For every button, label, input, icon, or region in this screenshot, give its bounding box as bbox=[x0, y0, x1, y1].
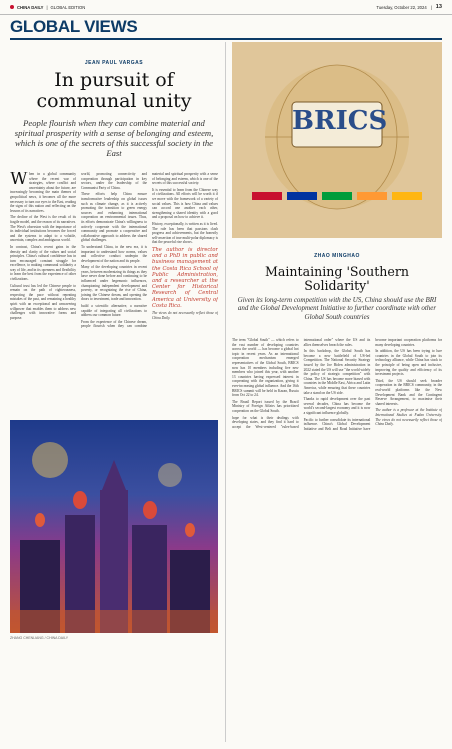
article1-paragraph: Many of the developing countries in recent years, between modernizing its things as they have never done before and continuing to be influenced under hegemonic influences, championing independent development and poverty, or recognizing the rise of China, joining the Chinese dream, and opening the doors to investment, trade and innovation. bbox=[81, 265, 147, 302]
disclaimer: The views do not necessarily reflect those of China Daily. bbox=[152, 310, 218, 320]
article1-paragraph: In contrast, China's recent gains in the density and clarity of the values and social principles. China's cultural confidence has in turn encouraged constant struggle for excellence, to making communal solidarity a way of life, and in its openness and flexibility to learn the best from the experience of other civilizations. bbox=[10, 244, 76, 282]
section-rule bbox=[10, 38, 442, 40]
section-title: GLOBAL VIEWS bbox=[10, 17, 138, 36]
page-separator: | bbox=[430, 4, 432, 10]
brics-globe-image bbox=[232, 42, 442, 238]
brics-illustration-text: BRICS bbox=[292, 106, 388, 136]
article1-paragraph: It is essential to learn from the Chinese way of civilizations. All efforts will be worth it if we move with the framework of a variety of social values. This is how China and values can accord one another each other, strengthening a shared identity with a good and a proposal on how to achieve it. bbox=[152, 187, 218, 220]
article1-illustration bbox=[10, 420, 218, 633]
edition-separator: | bbox=[46, 4, 48, 10]
article1-paragraph: world, promoting connectivity and cooperation through participation in key sectors, under the leadership of the Communist Party of China. bbox=[81, 172, 147, 190]
dropcap: W bbox=[10, 172, 28, 189]
article2-headline: Maintaining 'Southern Solidarity' bbox=[265, 264, 409, 293]
masthead-bar bbox=[0, 0, 452, 15]
article1-paragraph: These efforts help China ensure transformative leadership on global issues such as climate change, as it is actively promoting the transition to green energy sources and enhancing international cooperation on environmental issues. Thus, its efforts demonstrate China's willingness to actively cooperate with the international community and promote a cooperative and collaborative approach to address the shared global challenges. bbox=[81, 192, 147, 243]
article1-deck: People flourish when they can combine material and spiritual prosperity with a sense of belonging and esteem, which is one of the secrets of this successful society in the East bbox=[14, 118, 214, 158]
article1-paragraph: The decline of the West is the result of its fragile model, and the reason of its narratives. The West's obsession with the importance of its individual institutions becomes the forced and the systems to adapt to a volatile, uncertain, complex and ambiguous world. bbox=[10, 215, 76, 243]
article1-paragraph: From the experience of the Chinese dream, people flourish when they can combine material and spiritual prosperity with a sense of belonging and esteem, which is one of the secrets of this successful society. bbox=[81, 172, 218, 329]
article1-paragraph: build a scientific alternative, a narrative capable of integrating all civilizations to address our common future. bbox=[81, 304, 147, 318]
article2-byline: ZHAO MINGHAO bbox=[314, 253, 360, 259]
article2-paragraph: hope for what is their dealings with developing states, and they find it hard to accept the West-centered "rules-based international order" where the US and its allies themselves breach the rules. bbox=[232, 338, 371, 429]
article1-paragraph: When in a global community where the recent war of strategies, where conflict and uncertainty about the future, are increasingly becoming the main themes of geopolitical news, it becomes all the more necessary to turn our eyes to the East, reading the signs of this nation and reflecting on the lessons of its narratives. bbox=[10, 172, 76, 213]
article2-paragraph: Pacific to further consolidate its international influence. China's Global Development Initiative and Belt and Road Initiative have become important cooperation platforms for many developing countries. bbox=[303, 338, 442, 431]
article2-paragraph: The Brazil Report issued by the Brazil Ministry of Foreign Affairs has prioritized cooperation on the Global South. bbox=[232, 399, 299, 413]
article1-headline: In pursuit of communal unity bbox=[36, 69, 192, 112]
issue-date: Tuesday, October 22, 2024 bbox=[376, 4, 427, 10]
article2-paragraph: The term "Global South" — which refers to the vast number of developing countries across the world — has become a global hot topic in recent years. As an international cooperation mechanism emerged representatives of the Global South, BRICS now has 10 members including five new members who joined this year, with another 13 countries having expressed interest in cooperating with the organization, giving it ever-increasing global influence. And the 16th BRICS summit will be held in Kazan, Russia from Oct 22 to 24. bbox=[232, 338, 299, 398]
article2-deck: Given its long-term competition with the US, China should use the BRI and the Global Development Initiative to further coordinate with other Global South countries bbox=[237, 296, 437, 321]
article2-body bbox=[232, 338, 442, 740]
article1-byline: JEAN PAUL VARGAS bbox=[84, 60, 144, 66]
lantern-skyline-image bbox=[10, 420, 218, 633]
china-daily-logo-icon bbox=[10, 5, 14, 9]
photo-credit: ZHANG CHENLIANG / CHINA DAILY bbox=[10, 636, 69, 640]
page-number: 13 bbox=[435, 4, 442, 10]
article1-body bbox=[10, 172, 218, 416]
column-divider bbox=[225, 42, 226, 742]
paper-name: CHINA DAILY bbox=[17, 4, 44, 10]
flag-stripes bbox=[252, 192, 422, 200]
article1-paragraph: Cultural trust has led the Chinese people to remain on the path of righteousness, respecting the pace without repeating mistakes of the past, and remaining a healthy spirit with an exceptional and unwavering willpower that enables them to address new challenges with innovative forms and purpose. bbox=[10, 283, 76, 320]
article1-paragraph: To understand China, in the new era, it is important to understand how norms, values and collective conduct underpin the development of the nation and its people. bbox=[81, 244, 147, 263]
article1-paragraph: History, exceptionally, is written as it is lived. The rule has been that passions clash progress and achievements, but the honestly self-assertion of true multi-polar diplomacy is that the peaceful rise shows. bbox=[152, 221, 218, 245]
article2-author-note: The author is a professor at the Institute of International Studies at Fudan University. The views do not necessarily reflect those of China Daily. bbox=[375, 408, 442, 427]
article2-paragraph: Thanks to rapid development over the past several decades, China has become the world's second-largest economy and it is now a significant influence globally. bbox=[303, 397, 371, 415]
article2-paragraph: In this backdrop, the Global South has become a new battlefield of US-led Competition. The National Security Strategy issued by the Joe Biden administration in 2022 stated the US will use "the world widely the policy of strategic competition" with China. The US has become more biased with countries in the Middle East, Africa and Latin America, while ensuring that these countries take a stand on the US side. bbox=[303, 349, 371, 395]
article2-paragraph: In addition, the US has been trying to lure countries in the Global South to join its technology alliance, while China has stuck to the principle of being open and inclusive, improving the quality and efficiency of its investment projects. bbox=[375, 349, 442, 377]
edition-name: GLOBAL EDITION bbox=[50, 4, 86, 10]
author-bio: The author is director and a PhD in public and business management at the Costa Rica School of Public Administration, and a researcher at the Center for Historical Research of Central America at University of Costa Rica. bbox=[152, 246, 218, 309]
article2-paragraph: Third, the US should seek broader cooperation in the BRICS community, in the real-world platforms like the New Development Bank and the Contingent Reserve Arrangement, to maximise their shared interests. bbox=[375, 378, 442, 406]
article2-illustration bbox=[232, 42, 442, 238]
